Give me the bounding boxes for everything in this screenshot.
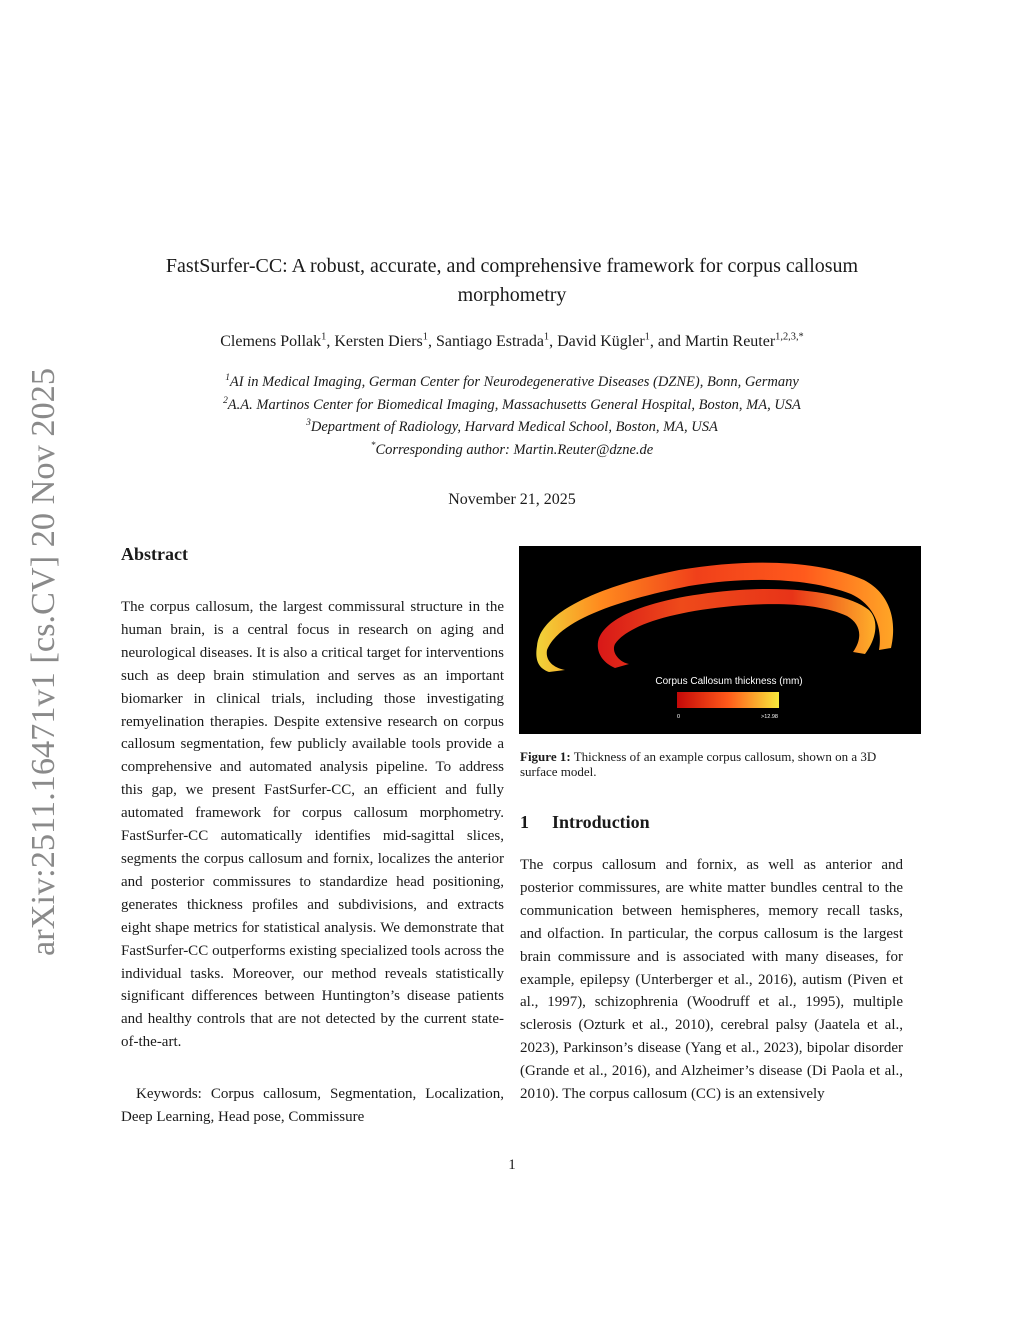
cc-inner-ribbon xyxy=(598,589,876,668)
paper-title xyxy=(0,252,1024,310)
author-sup: 1 xyxy=(422,331,428,343)
intro-text: The corpus callosum and fornix, as well as anterior and posterior commissures, are white matter bundles central to the communication between hemispheres, memory recall tasks, and olfaction. In particular, the corpus callosum is the largest brain commissure and is associated with many diseases, for example, epilepsy (Unterberger et al., 2016), autism (Piven et al., 1997), schizophrenia (Woodruff et al., 1995), multiple sclerosis (Ozturk et al., 2010), cerebral palsy (Jaatela et al., 2023), Parkinson’s disease (Yang et al., 2023), bipolar disorder (Grande et al., 2016), and Alzheimer’s disease (Di Paola et al., 2010). The corpus callosum (CC) is an extensively xyxy=(520,857,903,1103)
affiliation-text: A.A. Martinos Center for Biomedical Imaging, Massachusetts General Hospital, Boston, MA, USA xyxy=(227,396,801,413)
author-list xyxy=(0,333,1024,351)
figure-corpus-callosum xyxy=(519,546,921,734)
author-sep: , xyxy=(326,333,335,350)
author: Santiago Estrada xyxy=(435,333,544,350)
section-heading xyxy=(520,812,903,833)
caption-text: Thickness of an example corpus callosum, shown on a 3D surface model. xyxy=(520,749,877,779)
page-number: 1 xyxy=(508,1157,516,1173)
corpus-callosum-render xyxy=(519,546,921,734)
arxiv-stamp-text: arXiv:2511.16471v1 [cs.CV] 20 Nov 2025 xyxy=(25,373,62,956)
author-sep: , xyxy=(549,333,558,350)
author-sup: 1 xyxy=(644,331,650,343)
title-line-1: FastSurfer-CC: A robust, accurate, and comprehensive framework for corpus callosum xyxy=(165,255,859,277)
section-number: 1 xyxy=(520,812,529,832)
paper-date: November 21, 2025 xyxy=(448,491,576,508)
author: David Kügler xyxy=(557,333,645,350)
affiliations xyxy=(0,371,1024,461)
keywords: Keywords: Corpus callosum, Segmentation, Localization, Deep Learning, Head pose, Commissure xyxy=(121,1086,504,1125)
section-title: Introduction xyxy=(552,812,650,832)
author: Kersten Diers xyxy=(334,333,423,350)
colorbar xyxy=(677,692,779,708)
cc-outer-ribbon xyxy=(536,563,893,672)
author-sup: 1 xyxy=(321,331,327,343)
figure-caption xyxy=(520,749,903,779)
abstract-heading: Abstract xyxy=(121,544,188,564)
affiliation-text: Corresponding author: Martin.Reuter@dzne.de xyxy=(375,441,654,458)
author: Clemens Pollak xyxy=(220,333,322,350)
affiliation xyxy=(0,416,1024,439)
affiliation-sup: 1 xyxy=(225,373,230,384)
author: Martin Reuter xyxy=(684,333,776,350)
affiliation-text: AI in Medical Imaging, German Center for Neurodegenerative Diseases (DZNE), Bonn, Germany xyxy=(229,374,799,390)
affiliation-sup: 3 xyxy=(306,418,311,429)
colorbar-max-label: >12.98 xyxy=(761,714,778,720)
author-sup: 1 xyxy=(543,331,550,343)
colorbar-min-label: 0 xyxy=(677,714,681,720)
author-sep: , xyxy=(427,333,436,350)
abstract-text: The corpus callosum, the largest commissural structure in the human brain, is a central focus in research on aging and neurological diseases. It is also a critical target for interventions such as deep brain stimulation and serves as an important biomarker in clinical trials, including those investigating remyelination therapies. Despite extensive research on corpus callosum segmentation, few publicly available tools provide a comprehensive and automated analysis pipeline. To address this gap, we present FastSurfer-CC, an efficient and fully automated framework for corpus callosum morphometry. FastSurfer-CC automatically identifies mid-sagittal slices, segments the corpus callosum and fornix, localizes the anterior and posterior commissures to standardize head positioning, generates thickness profiles and subdivisions, and extracts eight shape metrics for statistical analysis. We demonstrate that FastSurfer-CC outperforms existing specialized tools across the individual tasks. Moreover, our method reveals statistically significant differences between Huntington’s disease patients and healthy controls that are not detected by the current state-of-the-art. xyxy=(121,599,504,1051)
affiliation-sup: 2 xyxy=(223,395,228,406)
affiliation xyxy=(0,394,1024,417)
affiliation xyxy=(0,439,1024,462)
author-sup: 1,2,3,* xyxy=(775,331,804,343)
affiliation-sup: * xyxy=(370,440,376,451)
affiliation xyxy=(0,371,1024,394)
author-sep: , and xyxy=(649,333,685,350)
caption-label: Figure 1: xyxy=(520,749,571,764)
affiliation-text: Department of Radiology, Harvard Medical School, Boston, MA, USA xyxy=(310,419,718,435)
colorbar-title: Corpus Callosum thickness (mm) xyxy=(655,676,803,687)
title-line-2: morphometry xyxy=(457,284,567,306)
